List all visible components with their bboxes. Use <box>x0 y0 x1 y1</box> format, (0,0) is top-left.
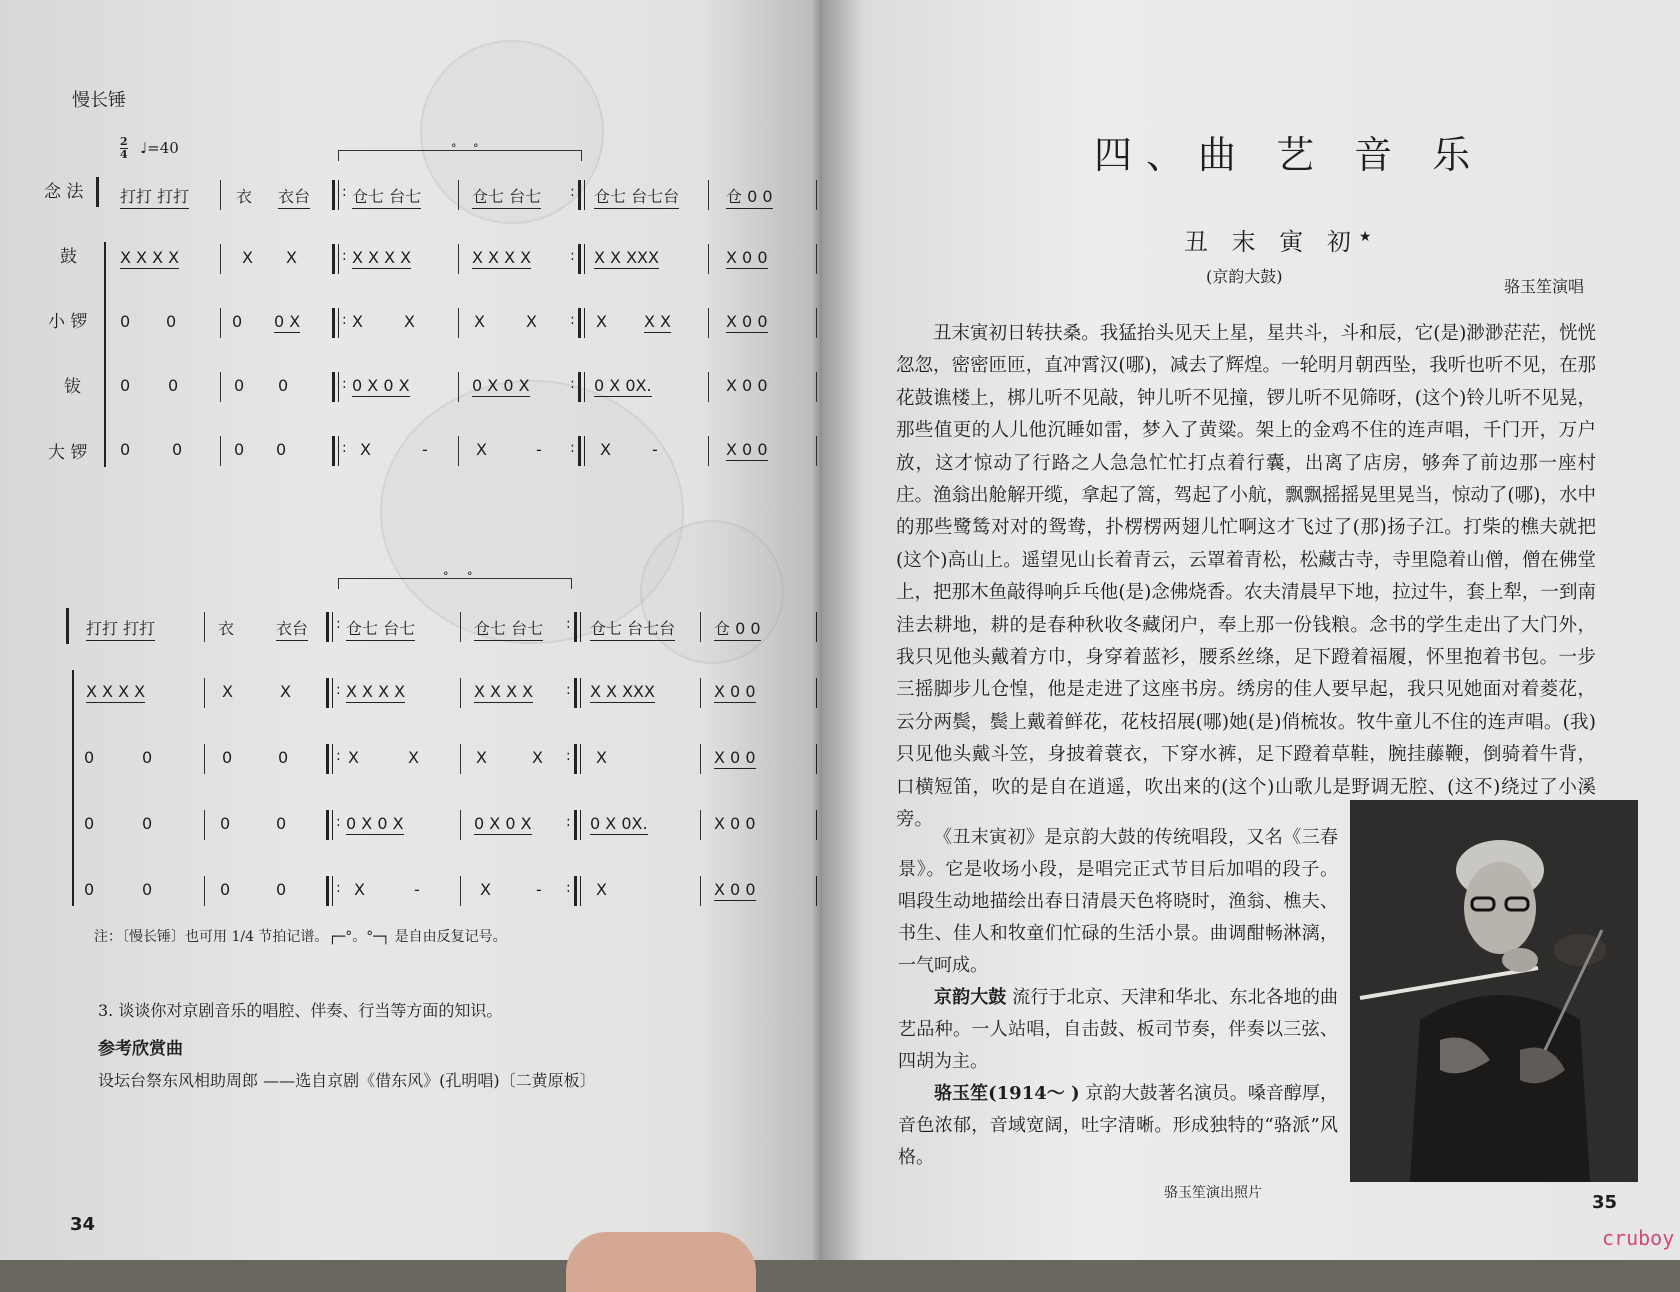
tempo-marking: $\frac{2}{4}$ ♩=40 <box>120 135 179 161</box>
staff-row: 0 0 0 0 : X X X X : X X 0 0 <box>62 744 788 774</box>
page-number: 35 <box>1592 1192 1618 1213</box>
thumb <box>566 1232 756 1292</box>
photo-caption: 骆玉笙演出照片 <box>1164 1185 1262 1201</box>
performer-photo <box>1350 800 1638 1182</box>
instrument-label: 鼓 <box>60 247 77 267</box>
reference-heading: 参考欣赏曲 <box>98 1039 183 1059</box>
repeat-sign: ° ° <box>338 578 572 589</box>
instrument-label: 大 锣 <box>48 443 88 463</box>
genre-label: (京韵大鼓) <box>1206 267 1283 286</box>
staff-row: 0 0 0 0 : X - X - : X - X 0 0 <box>96 436 822 466</box>
left-page <box>0 0 822 1260</box>
discussion-question: 3. 谈谈你对京剧音乐的唱腔、伴奏、行当等方面的知识。 <box>98 1001 503 1020</box>
page-number: 34 <box>70 1214 96 1235</box>
staff-row: 0 0 0 0 : X - X - : X X 0 0 <box>62 876 788 906</box>
instrument-label: 钹 <box>64 377 81 397</box>
repeat-sign: ° ° <box>338 150 582 161</box>
watermark: cruboy <box>1602 1226 1675 1250</box>
piece-title: 丑 末 寅 初★ <box>1184 228 1372 256</box>
performer-credit: 骆玉笙演唱 <box>1504 277 1585 296</box>
section-title: 四、曲 艺 音 乐 <box>1094 133 1485 177</box>
staff-row: 0 0 0 0 : 0 X 0 X 0 X 0 X : 0 X 0X. X 0 0 <box>62 810 788 840</box>
staff-row: 打打 打打 衣 衣台 : 仓七 台七 仓七 台七 : 仓七 台七台 仓 0 0 <box>96 180 822 210</box>
reference-item: 设坛台祭东风相助周郎 ——选自京剧《借东风》(孔明唱)〔二黄原板〕 <box>98 1071 596 1090</box>
performer-portrait-illustration <box>1350 800 1638 1182</box>
instrument-label: 小 锣 <box>48 312 88 332</box>
staff-row: X X X X X X : X X X X X X X X : X X XXX X 0 0 <box>62 678 788 708</box>
lyrics-text: 丑末寅初日转扶桑。我猛抬头见天上星，星共斗，斗和辰，它(是)渺渺茫茫，恍恍忽忽，密密匝匝，直冲霄汉(哪)，减去了辉煌。一轮明月朝西坠，我听也听不见，在那花鼓谯楼上，梆儿听不见敲，钟儿听不见撞，锣儿听不见筛呀，(这个)铃儿听不见晃，那些值更的人儿他沉睡如雷，梦入了黄粱。架上的金鸡不住的连声唱，千门开，万户放，这才惊动了行路之人急急忙忙打点着行囊，出离了店房，够奔了前边那一座村庄。渔翁出舱解开缆，拿起了篙，驾起了小航，飘飘摇摇晃里晃当，惊动了(哪)，水中的那些鹭鸶对对的鸳鸯，扑楞楞两翅儿忙啊这才飞过了(那)扬子江。打柴的樵夫就把(这个)高山上。遥望见山长着青云，云罩着青松，松藏古寺，寺里隐着山僧，僧在佛堂上，把那木鱼敲得响乒乓他(是)念佛烧香。农夫清晨早下地，拉过牛，套上犁，一到南洼去耕地，耕的是春种秋收冬藏闭户，奉上那一份钱粮。念书的学生走出了大门外，我只见他头戴着方巾，身穿着蓝衫，腰系丝绦，足下蹬着福履，怀里抱着书包。一步三摇脚步儿仓惶，他是走进了这座书房。绣房的佳人要早起，我只见她面对着菱花，云分两鬓，鬓上戴着鲜花，花枝招展(哪)她(是)俏梳妆。牧牛童儿不住的连声唱。(我)只见他头戴斗笠，身披着蓑衣，下穿水裤，足下蹬着草鞋，腕挂藤鞭，倒骑着牛背，口横短笛，吹的是自在逍遥，吹出来的(这个)山歌儿是野调无腔、(这不)绕过了小溪旁。 <box>896 323 1596 831</box>
right-page <box>822 0 1680 1260</box>
commentary: 《丑末寅初》是京韵大鼓的传统唱段，又名《三春景》。它是收场小段，是唱完正式节目后加唱的段子。唱段生动地描绘出春日清晨天色将晓时，渔翁、樵夫、书生、佳人和牧童们忙碌的生活小景。曲调酣畅淋漓，一气呵成。 京韵大鼓 流行于北京、天津和华北、东北各地的曲艺品种。一人站唱，自击鼓、板司节奏，伴奏以三弦、四胡为主。 骆玉笙(1914～ ) 京韵大鼓著名演员。嗓音醇厚，音色浓郁，音域宽阔，吐字清晰。形成独特的“骆派”风格。 <box>898 827 1338 1168</box>
staff-row: X X X X X X : X X X X X X X X : X X XXX X 0 0 <box>96 244 822 274</box>
staff-row: 打打 打打 衣 衣台 : 仓七 台七 仓七 台七 : 仓七 台七台 仓 0 0 <box>62 612 788 642</box>
score-footnote: 注：〔慢长锤〕也可用 1/4 节拍记谱。┌─°。°─┐ 是自由反复记号。 <box>94 929 507 945</box>
staff-row: 0 0 0 0 X : X X X X : X X X X 0 0 <box>96 308 822 338</box>
brace <box>104 242 106 467</box>
instrument-label: 念 法 <box>44 182 84 202</box>
staff-row: 0 0 0 0 : 0 X 0 X 0 X 0 X : 0 X 0X. X 0 0 <box>96 372 822 402</box>
score-header: 慢长锤 <box>72 90 126 111</box>
